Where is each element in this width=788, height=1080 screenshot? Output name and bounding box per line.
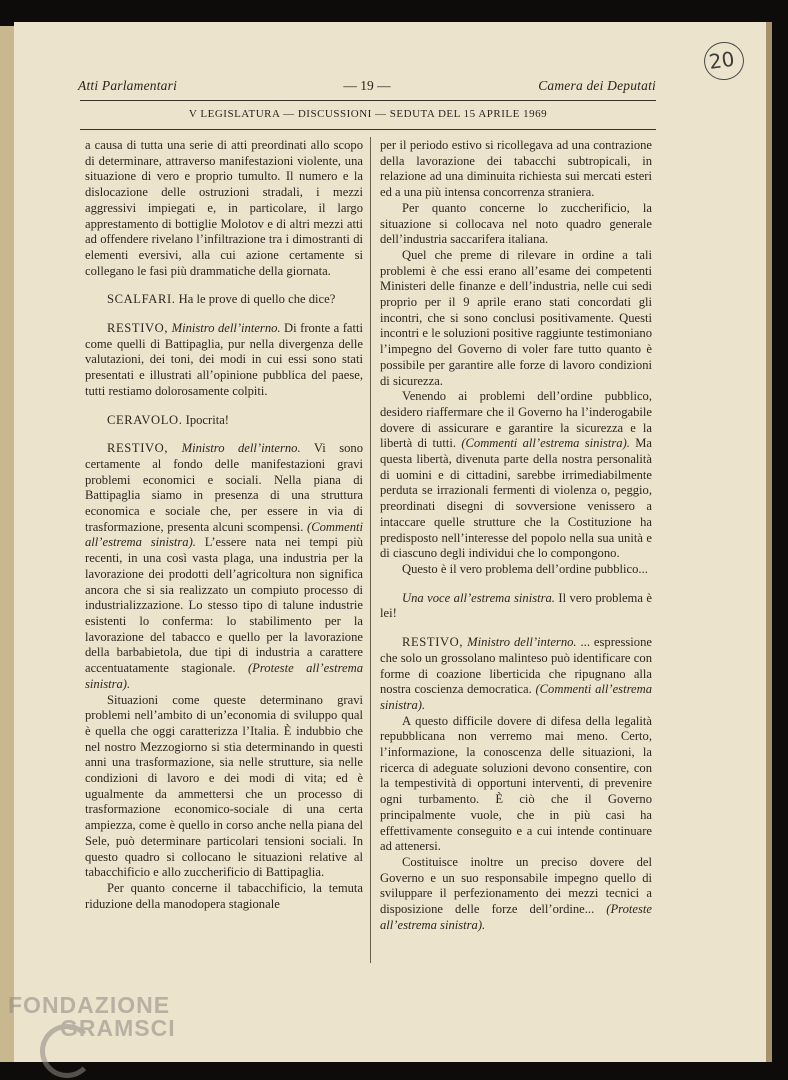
paragraph: a causa di tutta una serie di atti preordinati allo scopo di determinare, attraverso manifestazioni violente, una situazione di vero e proprio tumulto. Il numero e la dislocazione delle ostruzioni stradali, i mezzi aggressivi impiegati e, in particolare, il largo apprestamento di bottiglie Molotov e di altri mezzi atti ad offendere rivelano l’infiltrazione tra i dimostranti di elementi eversivi, alla cui azione certamente si collegano le fasi più drammatiche della giornata. (85, 138, 363, 278)
column-divider (370, 137, 371, 963)
paragraph: Una voce all’estrema sinistra. Il vero problema è lei! (380, 590, 652, 621)
paragraph: Quel che preme di rilevare in ordine a tali problemi è che essi erano all’esame dei competenti Ministeri delle finanze e dell’industria, nelle cui sedi proprio per il 9 aprile erano stati concordati gli incontri, che si sono conclusi positivamente. Questi incontri e le soluzioni positive raggiunte testimoniano l’impegno del Governo di voler fare tutto quanto è possibile per garantire alle forze di lavoro condizioni di sicurezza. (380, 247, 652, 388)
stamp-number: 20 (707, 46, 736, 74)
paragraph: CERAVOLO. Ipocrita! (107, 412, 230, 427)
watermark-ring-icon (40, 1024, 94, 1078)
paragraph: Costituisce inoltre un preciso dovere del Governo e un suo responsabile impegno quello di sviluppare il perfezionamento dei mezzi tecnici a disposizione delle forze dell’ordine... (Proteste all’estrema sinistra). (380, 854, 652, 932)
voice: Una voce all’estrema sinistra. (402, 590, 555, 605)
speaker: SCALFARI. (107, 292, 176, 307)
watermark-line-1: FONDAZIONE (8, 992, 171, 1018)
paragraph: Per quanto concerne lo zuccherificio, la situazione si collocava nel noto quadro generale dell’industria saccarifera italiana. (380, 200, 652, 247)
header-right: Camera dei Deputati (538, 78, 656, 93)
aside: (Commenti all’estrema sinistra). (85, 519, 363, 550)
paragraph: A questo difficile dovere di difesa della legalità repubblicana non verremo mai meno. Certo, l’informazione, la conoscenza delle situazioni, la ricerca di adeguate soluzioni devono consentire, con la tempestività di opportuni interventi, di prevenire ogni turbamento. È ciò che il Governo principalmente vuole, che in più casi ha effettivamente conseguito e a cui intende continuare ad attenersi. (380, 713, 652, 854)
speaker-role: Ministro dell’interno. (168, 321, 281, 336)
watermark-logo (8, 992, 176, 1042)
speaker-role: Ministro dell’interno. (168, 441, 301, 456)
paragraph: RESTIVO, Ministro dell’interno. Vi sono certamente al fondo delle manifestazioni gravi problemi economici e sociali. Nella piana di Battipaglia siamo in presenza di una struttura economica e sociale che, per essere in via di trasformazione, presenta alcuni scompensi. (Commenti all’estrema sinistra). L’essere nata nei tempi più recenti, in una così vasta plaga, una industria per la lavorazione dei prodotti dell’agricoltura non significa ancora che si sia realizzato un compiuto processo di industrializzazione. Lo stesso tipo di talune industrie esistenti lo conferma: lo stabilimento per la lavorazione del tabacco e quello per la lavorazione della barbabietola, due tipi di industria a carattere accentuatamente stagionale. (Proteste all’estrema sinistra). (85, 441, 363, 691)
speaker: CERAVOLO. (107, 412, 183, 427)
page-number: — 19 — (343, 78, 391, 93)
speaker-role: Ministro dell’interno. (463, 635, 577, 650)
session-rule (80, 129, 656, 130)
paragraph: Venendo ai problemi dell’ordine pubblico, desidero riaffermare che il Governo ha l’inderogabile dovere di assicurare e garantire la sicurezza e la libertà di tutti. (Commenti all’estrema sinistra). Ma questa libertà, divenuta parte della nostra personalità di uomini e di cittadini, sarebbe irrimediabilmente perduta se irrazionali fermenti di violenza o, peggio, preordinati disegni di sovversione venissero a intaccare quelle strutture che la Costituzione ha predisposto nell’interesse del popolo nella sua unità e di ciascuno degli individui che lo compongono. (380, 389, 652, 561)
paragraph: per il periodo estivo si ricollegava ad una contrazione della lavorazione dei tabacchi subtropicali, in relazione ad una diminuita richiesta sui mercati esteri ed a una più intensa concorrenza straniera. (380, 138, 652, 200)
paragraph: SCALFARI. Ha le prove di quello che dice? (107, 292, 336, 307)
paragraph: Situazioni come queste determinano gravi problemi nell’ambito di un’economia di sviluppo qual è quella che oggi caratterizza l’Italia. È indubbio che nel nostro Mezzogiorno si stia determinando in questi anni una trasformazione, sia nelle strutture, sia nelle condizioni di lavoro e dei modi di vita; ed è ugualmente da ammettersi che un processo di trasformazione economico-sociale di una certa ampiezza, come è quello in corso anche nella piana del Sele, può determinare particolari tensioni sociali. In questo quadro si collocano le situazioni relative al tabacchificio e allo zuccherificio di Battipaglia. (85, 692, 363, 880)
paragraph: RESTIVO, Ministro dell’interno. Di fronte a fatti come quelli di Battipaglia, pur nella divergenza delle valutazioni, dei toni, dei modi in cui essi sono stati presentati e illustrati all’opinione pubblica del paese, tutti restiamo dolorosamente colpiti. (85, 321, 363, 398)
watermark-line-2: GRAMSCI (60, 1015, 176, 1041)
left-column (85, 138, 363, 912)
page-edge-right (766, 22, 772, 1062)
session-line: V LEGISLATURA — DISCUSSIONI — SEDUTA DEL 15 APRILE 1969 (188, 108, 548, 120)
aside: (Proteste all’estrema sinistra). (380, 902, 652, 932)
speaker: RESTIVO, (107, 441, 169, 456)
paragraph: Per quanto concerne il tabacchificio, la temuta riduzione della manodopera stagionale (85, 880, 363, 911)
header-left: Atti Parlamentari (78, 78, 178, 93)
speaker: RESTIVO, (107, 321, 169, 336)
right-column (380, 138, 652, 933)
speaker: RESTIVO, (402, 635, 464, 650)
running-header (78, 78, 656, 96)
paragraph: RESTIVO, Ministro dell’interno. ... espressione che solo un grossolano malinteso può identificare con forme di coazione liberticida che ripugnano alla nostra coscienza democratica. (Commenti all’estrema sinistra). (380, 635, 652, 712)
paragraph: Questo è il vero problema dell’ordine pubblico... (402, 561, 648, 576)
header-rule (80, 100, 656, 101)
aside: (Commenti all’estrema sinistra). (461, 436, 630, 451)
page-edge-left (0, 26, 14, 1062)
aside: (Commenti all’estrema sinistra). (380, 682, 652, 712)
aside: (Proteste all’estrema sinistra). (85, 661, 363, 691)
